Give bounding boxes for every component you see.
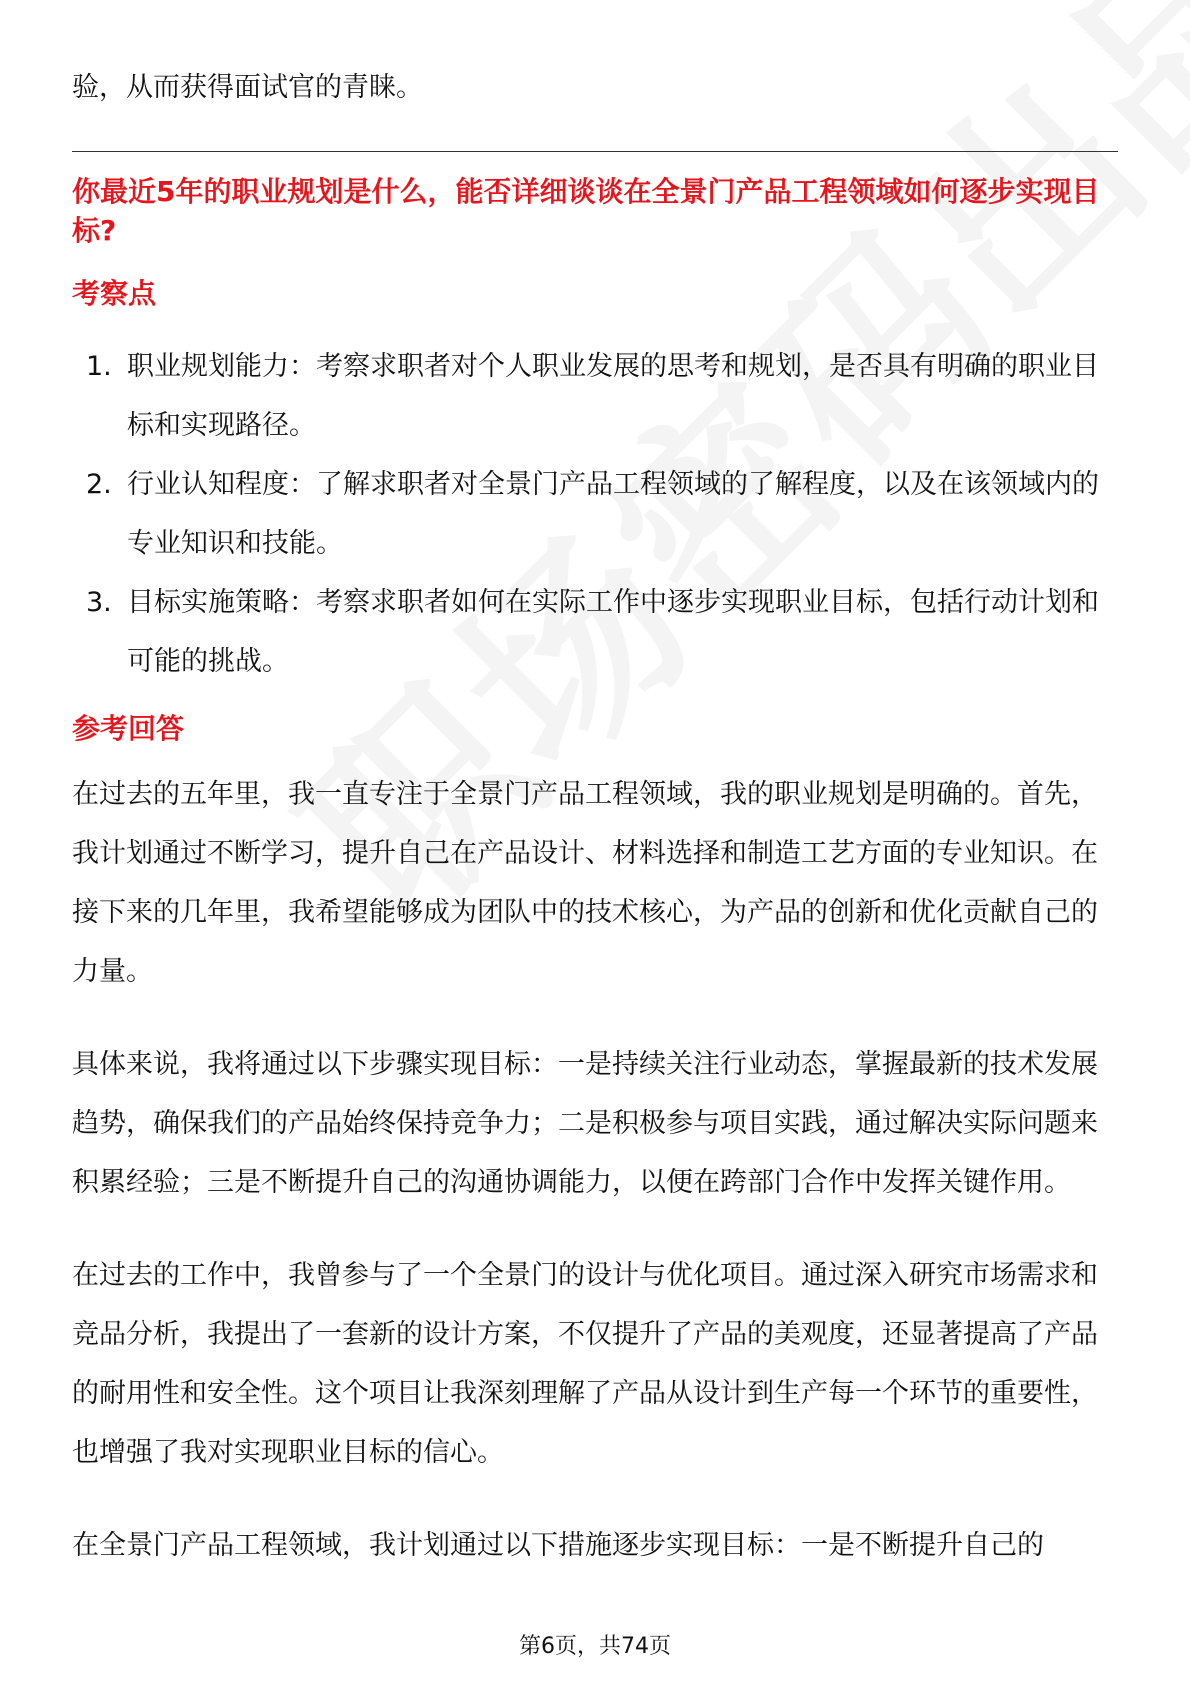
answer-paragraph: 在过去的工作中，我曾参与了一个全景门的设计与优化项目。通过深入研究市场需求和竞品分析，我提出了一套新的设计方案，不仅提升了产品的美观度，还显著提高了产品的耐用性和安全性。这个项目让我深刻理解了产品从设计到生产每一个环节的重要性，也增强了我对实现职业目标的信心。 (72, 1260, 1098, 1468)
list-item-number: 2. (86, 469, 112, 500)
list-item-number: 1. (86, 351, 112, 382)
page-footer: 第6页，共74页 (519, 1634, 671, 1659)
question-heading: 你最近5年的职业规划是什么，能否详细谈谈在全景门产品工程领域如何逐步实现目标? (72, 175, 1100, 247)
points-section-title: 考察点 (72, 277, 157, 310)
answer-section-title: 参考回答 (72, 712, 185, 745)
answer-paragraph: 在过去的五年里，我一直专注于全景门产品工程领域，我的职业规划是明确的。首先，我计划通过不断学习，提升自己在产品设计、材料选择和制造工艺方面的专业知识。在接下来的几年里，我希望能够成为团队中的技术核心，为产品的创新和优化贡献自己的力量。 (72, 779, 1098, 987)
answer-paragraph: 具体来说，我将通过以下步骤实现目标：一是持续关注行业动态，掌握最新的技术发展趋势，确保我们的产品始终保持竞争力；二是积极参与项目实践，通过解决实际问题来积累经验；三是不断提升自己的沟通协调能力，以便在跨部门合作中发挥关键作用。 (72, 1049, 1098, 1198)
answer-body (72, 765, 1118, 1575)
points-list (72, 337, 1118, 691)
list-item-number: 3. (86, 587, 112, 618)
list-item (72, 337, 1118, 455)
list-item (72, 573, 1118, 691)
list-item-text: 目标实施策略：考察求职者如何在实际工作中逐步实现职业目标，包括行动计划和可能的挑战。 (127, 587, 1099, 677)
divider (72, 151, 1118, 152)
document-content (72, 58, 1118, 1609)
list-item-text: 职业规划能力：考察求职者对个人职业发展的思考和规划，是否具有明确的职业目标和实现路径。 (127, 351, 1099, 441)
answer-paragraph: 在全景门产品工程领域，我计划通过以下措施逐步实现目标：一是不断提升自己的 (72, 1530, 1044, 1561)
list-item-text: 行业认知程度：了解求职者对全景门产品工程领域的了解程度，以及在该领域内的专业知识和技能。 (127, 469, 1099, 559)
list-item (72, 455, 1118, 573)
intro-paragraph: 验，从而获得面试官的青睐。 (72, 72, 423, 103)
